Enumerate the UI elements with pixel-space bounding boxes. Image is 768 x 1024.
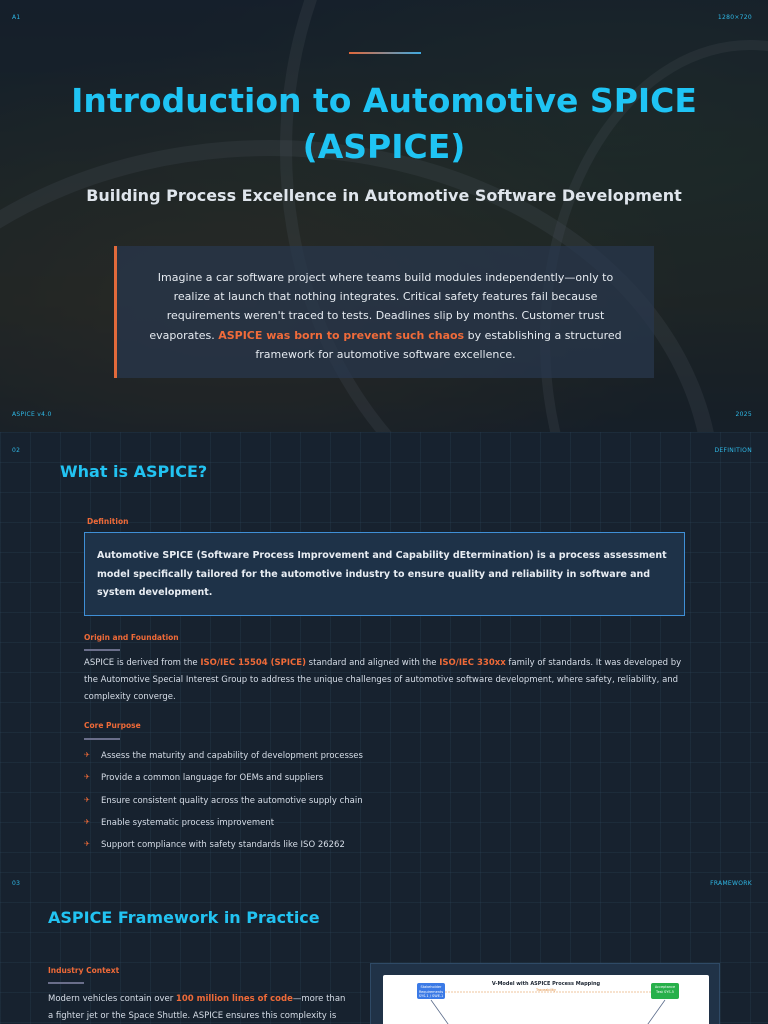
list-item-text: Support compliance with safety standards like ISO 26262 xyxy=(101,840,345,851)
slide-number: 03 xyxy=(12,880,21,887)
section-heading: ASPICE Framework in Practice xyxy=(48,908,320,927)
vmodel-diagram xyxy=(383,975,709,1024)
context-highlight: 100 million lines of code xyxy=(175,994,293,1004)
year-label: 2025 xyxy=(735,411,752,418)
vmodel-left-box: Stakeholder Requirements SYS.1 / SWE.1 xyxy=(418,985,444,998)
v-right-line xyxy=(633,1000,665,1024)
story-end: by establishing a structured framework for automotive software excellence. xyxy=(255,328,622,361)
list-item xyxy=(84,817,684,839)
framework-slide xyxy=(0,872,768,1024)
slide-number: 02 xyxy=(12,447,21,454)
label-underline xyxy=(84,738,120,740)
vmodel-panel xyxy=(370,963,720,1024)
vmodel-lines xyxy=(383,975,709,1024)
list-item-text: Assess the maturity and capability of development processes xyxy=(101,751,363,761)
page-subtitle: Building Process Excellence in Automotive Software Development xyxy=(86,186,682,205)
title-slide xyxy=(0,0,768,432)
origin-text: standard and aligned with the xyxy=(308,658,437,668)
vmodel-right-box: Acceptance Test SYS.5 xyxy=(651,983,679,999)
purpose-list xyxy=(84,750,684,861)
label-underline xyxy=(48,982,84,984)
origin-text: family of standards. It was developed by the Automotive Special Interest Group to address the unique challenges of automotive software development, where safety, reliability, and complexity converge. xyxy=(84,658,682,703)
intro-story-box xyxy=(114,246,654,378)
pin-icon: ✈ xyxy=(84,773,90,782)
context-text: —more than a fighter jet or the Space Shuttle. ASPICE ensures this complexity is xyxy=(48,994,346,1022)
pin-icon: ✈ xyxy=(84,840,90,849)
story-text: Imagine a car software project where teams build modules independently—only to realize at launch that nothing integrates. Critical safety features fail because requirements weren't traced to tests. Deadlines slip by months. Customer trust evaporates. xyxy=(149,271,614,342)
list-item-text: Enable systematic process improvement xyxy=(101,817,275,828)
label-underline xyxy=(84,649,120,651)
accent-line xyxy=(349,52,421,54)
list-item-text: Provide a common language for OEMs and suppliers xyxy=(101,773,324,784)
section-label: FRAMEWORK xyxy=(710,880,752,887)
v-left-line xyxy=(431,1000,463,1024)
purpose-label: Core Purpose xyxy=(84,721,141,730)
section-heading: What is ASPICE? xyxy=(60,462,208,481)
list-item xyxy=(84,772,684,794)
origin-label: Origin and Foundation xyxy=(84,633,179,642)
context-label: Industry Context xyxy=(48,966,120,975)
slide-resolution: 1280×720 xyxy=(717,14,752,21)
list-item xyxy=(84,839,684,861)
origin-text: ASPICE is derived from the xyxy=(84,658,198,668)
definition-label: Definition xyxy=(87,517,129,526)
origin-paragraph xyxy=(84,655,684,707)
context-text: Modern vehicles contain over xyxy=(48,994,174,1004)
story-highlight: ASPICE was born to prevent such chaos xyxy=(218,328,465,342)
pin-icon: ✈ xyxy=(84,751,90,759)
slide-number: A1 xyxy=(12,14,21,21)
origin-highlight: ISO/IEC 15504 (SPICE) xyxy=(200,658,306,668)
version-label: ASPICE v4.0 xyxy=(12,411,52,418)
vmodel-title: V-Model with ASPICE Process Mapping xyxy=(491,981,601,987)
list-item-text: Ensure consistent quality across the automotive supply chain xyxy=(101,795,363,806)
page-title: Introduction to Automotive SPICE (ASPICE) xyxy=(71,81,697,166)
definition-box: Automotive SPICE (Software Process Improvement and Capability dEtermination) is a process assessment model specifically tailored for the automotive industry to ensure quality and reliability in software and system development. xyxy=(84,532,685,616)
definition-slide xyxy=(0,432,768,872)
context-paragraph xyxy=(48,991,348,1024)
pin-icon: ✈ xyxy=(84,817,90,826)
pin-icon: ✈ xyxy=(84,795,90,804)
list-item xyxy=(84,750,684,772)
vmodel-subtitle: Traceability xyxy=(535,988,556,992)
origin-highlight: ISO/IEC 330xx xyxy=(439,658,506,668)
list-item xyxy=(84,795,684,817)
section-label: DEFINITION xyxy=(714,447,752,454)
